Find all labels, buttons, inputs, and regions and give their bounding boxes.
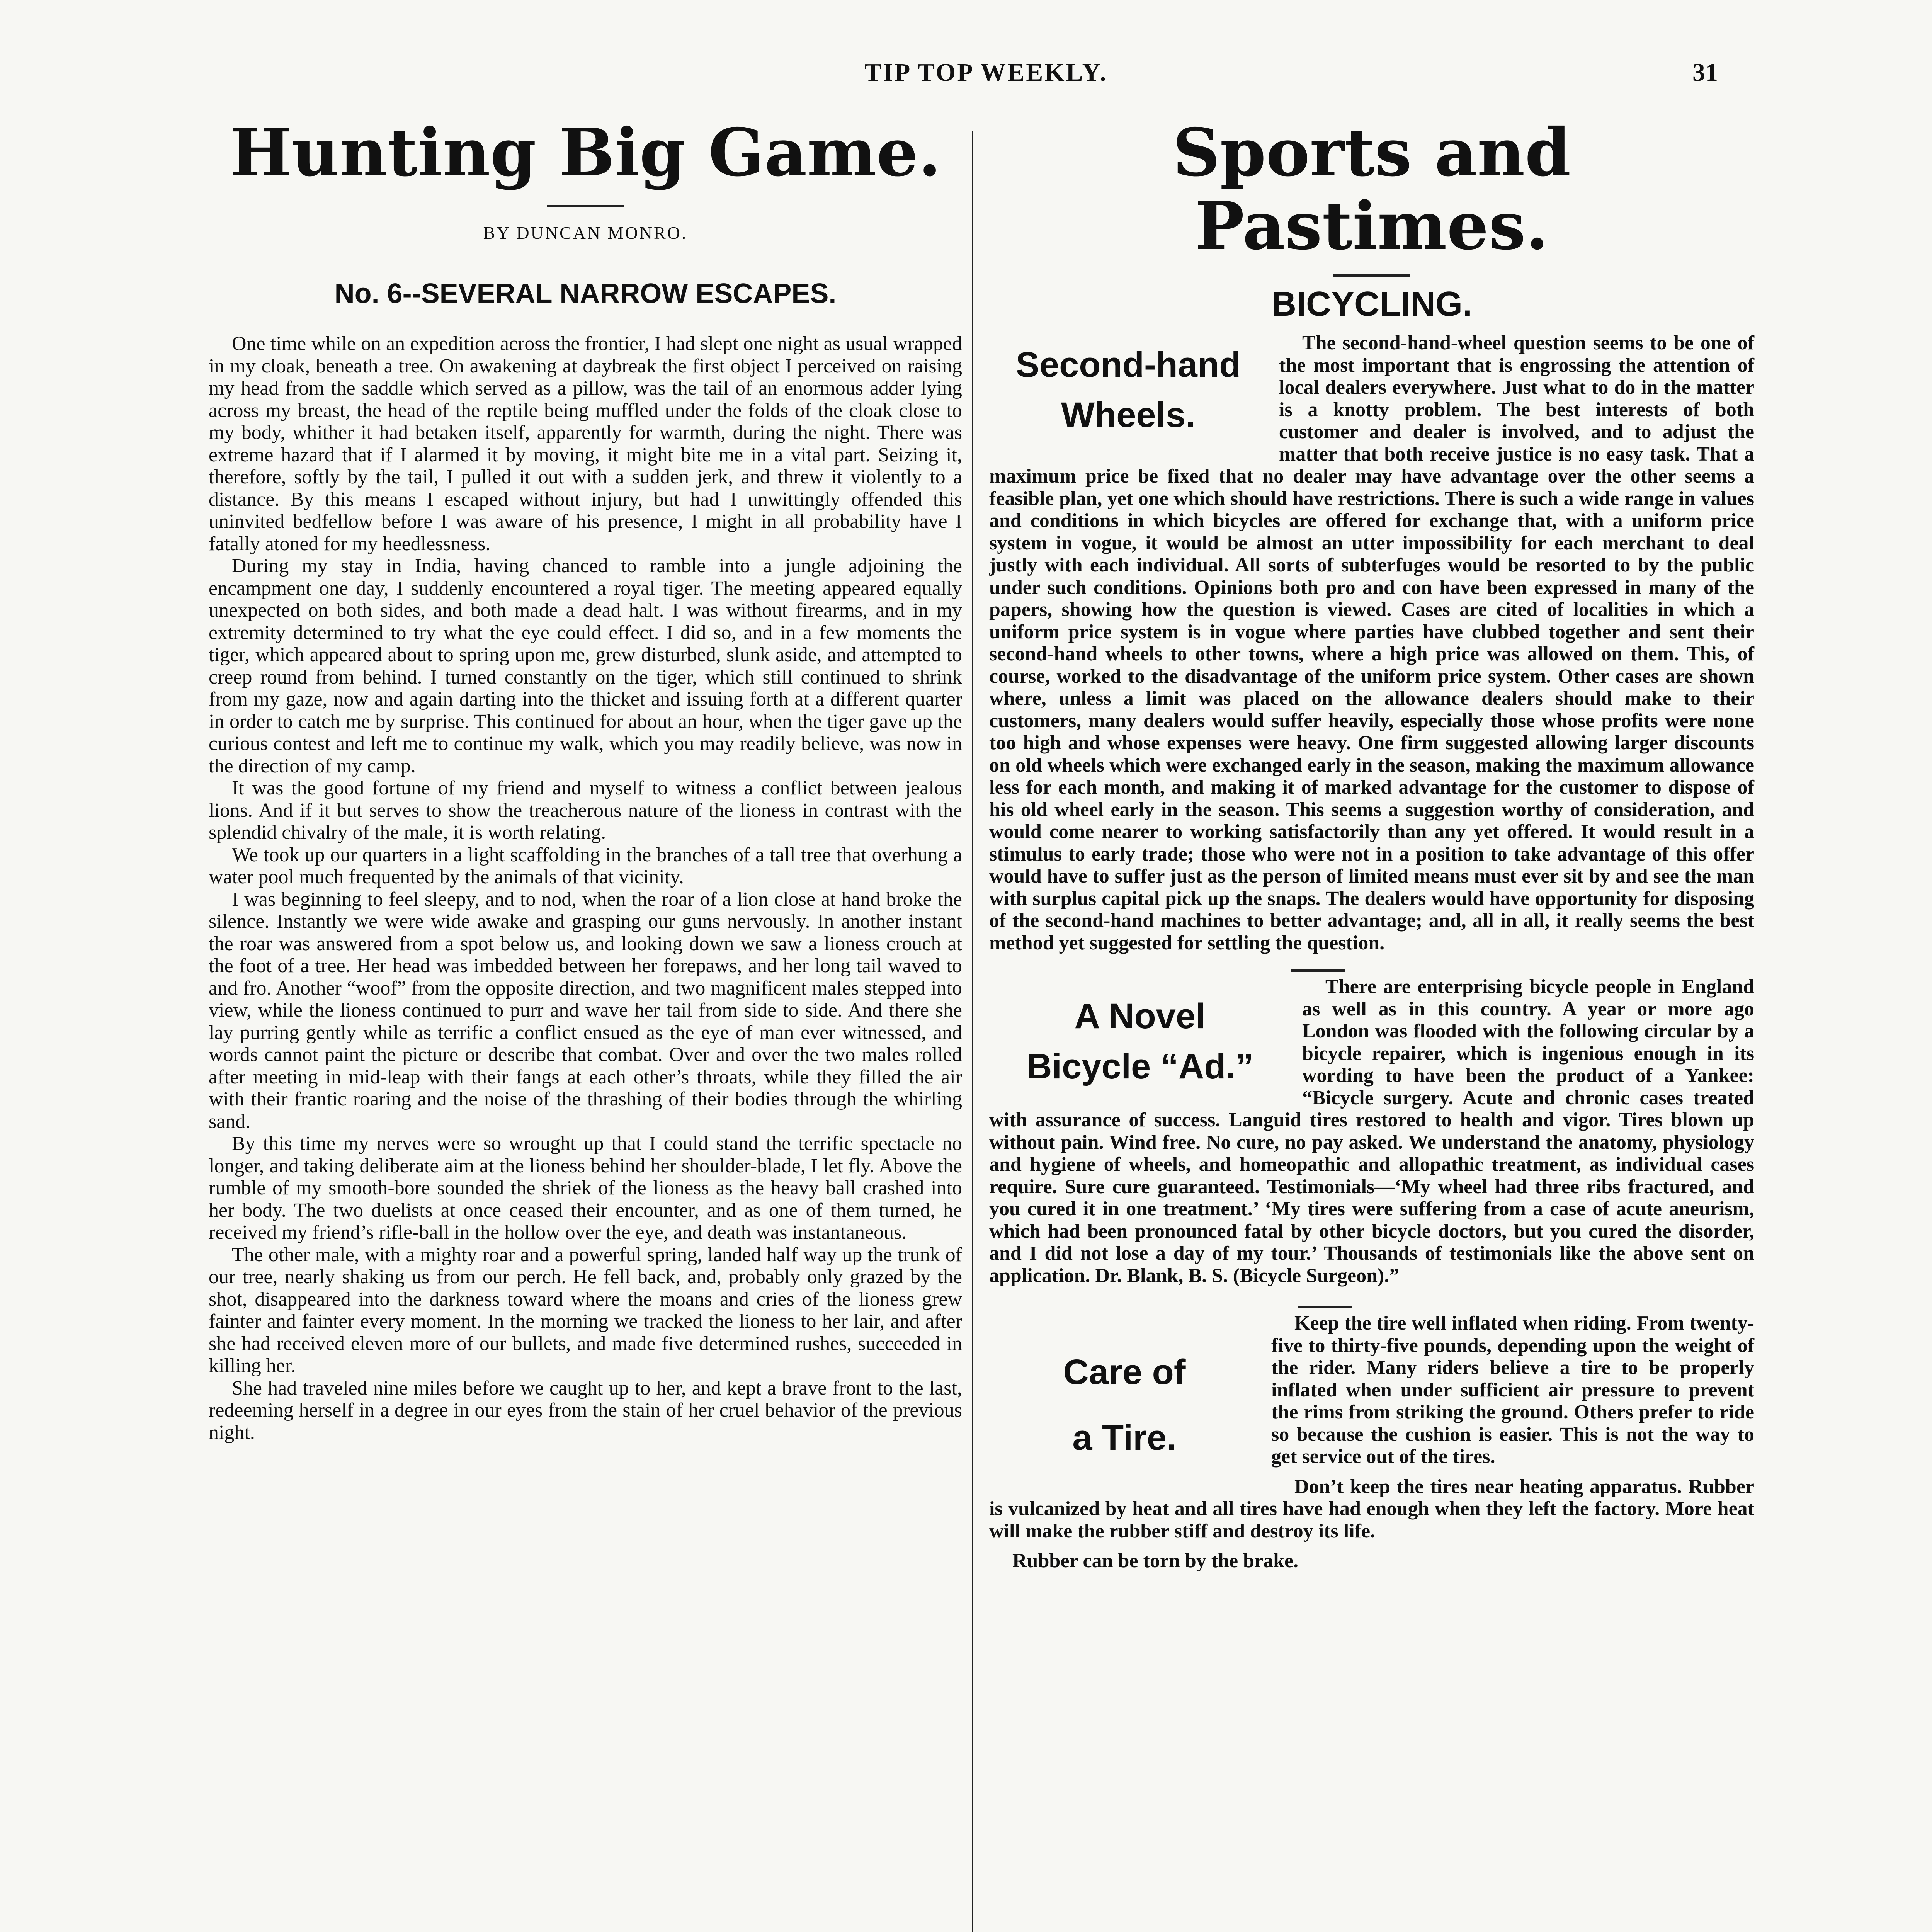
section-head-line: Wheels. bbox=[1061, 395, 1196, 435]
section-novel-bicycle-ad bbox=[989, 976, 1754, 1287]
magazine-header: TIP TOP WEEKLY. bbox=[864, 58, 1108, 87]
paragraph: By this time my nerves were so wrought up that I could stand the terrific spectacle no longer, and taking deliberate aim at the lioness behind her shoulder-blade, I let fly. Above the rumble of my smooth-bore sounded the shriek of the lioness as the heavy ball crashed into her body. The two duelists at once ceased their encounter, and as one of them turned, he received my friend’s rifle-ball in the hollow over the eye, and death was instantaneous. bbox=[209, 1133, 962, 1243]
column-divider bbox=[972, 131, 973, 1932]
paragraph: During my stay in India, having chanced to ramble into a jungle adjoining the encampment one day, I suddenly encountered a royal tiger. The meeting appeared equally unexpected on both sides, and both made a dead halt. I was without firearms, and in my extremity determined to try what the eye could effect. I did so, and in a few moments the tiger, which appeared about to spring upon me, grew disturbed, slunk aside, and attempted to creep round from behind. I turned constantly on the tiger, which still continued to shrink from my gaze, now and again darting into the thicket and issuing forth at a different quarter in order to catch me by surprise. This continued for about an hour, when the tiger gave up the curious contest and left me to continue my walk, which you may readily believe, was now in the direction of my camp. bbox=[209, 555, 962, 777]
paragraph: One time while on an expedition across the frontier, I had slept one night as usual wrapped in my cloak, beneath a tree. On awakening at daybreak the first object I perceived on raising my head from the saddle which served as a pillow, was the tail of an enormous adder lying across my breast, the head of the reptile being muffled under the folds of the cloak close to my body, whither it had betaken itself, apparently for warmth, during the night. There was extreme hazard that if I alarmed it by moving, it might bite me in a vital part. Seizing it, therefore, softly by the tail, I pulled it out with a sudden jerk, and threw it violently to a distance. By this means I escaped without injury, but had I unwittingly offended this uninvited bedfellow before I was aware of his presence, I might in all probability have I fatally atoned for my heedlessness. bbox=[209, 333, 962, 555]
right-title: Sports and Pastimes. bbox=[1172, 114, 1571, 265]
section-head-line: a Tire. bbox=[1072, 1418, 1177, 1458]
right-title-rule bbox=[1333, 274, 1410, 277]
paragraph: The second-hand-wheel question seems to be one of the most important that is engrossing the attention of local dealers everywhere. Just what to do in the matter is a knotty problem. The best interests of both customer and dealer is involved, and to adjust the matter that both receive justice is no easy task. That a maximum price be fixed that no dealer may have advantage over the other seems a feasible plan, yet one which should have restrictions. There is such a wide range in values and conditions in which bicycles are offered for exchange that, with a uniform price system in vogue, it would be almost an utter impossibility for each merchant to deal justly with each individual. All sorts of subterfuges would be resorted to by the public under such conditions. Opinions both pro and con have been expressed in many of the papers, showing how the question is viewed. Cases are cited of localities in which a uniform price system is in vogue where parties have clubbed together and sent their second-hand wheels to other towns, where a high price was allowed on them. This, of course, worked to the disadvantage of the uniform price system. Other cases are shown where, unless a limit was placed on the allowance dealers should make to their customers, many dealers would suffer heavily, especially those whose profits were none too high and whose expenses were heavy. One firm suggested allowing larger discounts on old wheels which were exchanged early in the season, making the maximum allowance less for each month, and making it of marked advantage for the customer to dispose of his old wheel early in the season. This seems a suggestion worthy of consideration, and would come nearer to working satisfactorily than any yet offered. It would result in a stimulus to early trade; those who were not in a position to take advantage of this offer would have to suffer just as the person of limited means must ever sit by and see the man with surplus capital pick up the snaps. The dealers would have opportunity for disposing of the second-hand machines to better advantage; and, all in all, it really seems the best method yet suggested for settling the question. bbox=[989, 332, 1754, 954]
section-head bbox=[989, 991, 1291, 1092]
page-number: 31 bbox=[1692, 58, 1718, 87]
left-title-rule bbox=[547, 205, 624, 207]
article-body bbox=[209, 333, 962, 1444]
paragraph: Don’t keep the tires near heating apparatus. Rubber is vulcanized by heat and all tires have had enough when they left the factory. More heat will make the rubber stiff and destroy its life. bbox=[989, 1475, 1754, 1542]
paragraph: Keep the tire well inflated when riding. From twenty-five to thirty-five pounds, depending upon the weight of the rider. Many riders believe a tire to be properly inflated when under sufficient air pressure to prevent the rims from striking the ground. Others prefer to ride so because the cushion is easier. This is not the way to get service out of the tires. bbox=[1271, 1312, 1754, 1468]
right-column bbox=[989, 116, 1754, 1572]
paragraph: I was beginning to feel sleepy, and to nod, when the roar of a lion close at hand broke the silence. Instantly we were wide awake and grasping our guns nervously. In another instant the roar was answered from a spot below us, and looking down we saw a lioness crouch at the foot of a tree. Her head was imbedded between her forepaws, and her long tail waved to and fro. Another “woof” from the opposite direction, and two magnificent males stepped into view, while the lioness continued to purr and wave her tail from side to side. And there she lay purring gently while as terrific a conflict ensued as the eye of man ever witnessed, and words cannot paint the picture or describe that combat. Over and over the two males rolled after meeting in mid-leap with their fangs at each other’s throats, while they filled the air with their frantic roaring and the noise of the thrashing of their bodies through the whirling sand. bbox=[209, 888, 962, 1133]
paragraph: It was the good fortune of my friend and myself to witness a conflict between jealous lions. And if it but serves to show the treacherous nature of the lioness in contrast with the splendid chivalry of the male, it is worth relating. bbox=[209, 777, 962, 844]
section-second-hand-wheels bbox=[989, 332, 1754, 954]
paragraph: She had traveled nine miles before we caught up to her, and kept a brave front to the last, redeeming herself in a degree in our eyes from the stain of her cruel behavior of the previous night. bbox=[209, 1377, 962, 1444]
right-subhead: BICYCLING. bbox=[1271, 285, 1472, 323]
left-title: Hunting Big Game. bbox=[230, 114, 941, 191]
byline: BY DUNCAN MONRO. bbox=[483, 223, 688, 243]
section-head-line: A Novel bbox=[1074, 997, 1206, 1036]
section-head-line: Second-hand bbox=[1015, 345, 1241, 384]
section-head-line: Bicycle “Ad.” bbox=[1026, 1047, 1253, 1086]
section-head bbox=[989, 340, 1267, 440]
section-care-of-a-tire bbox=[989, 1312, 1754, 1572]
section-head-line: Care of bbox=[1063, 1352, 1186, 1392]
section-rule bbox=[1298, 1306, 1352, 1308]
left-subhead: No. 6--SEVERAL NARROW ESCAPES. bbox=[334, 278, 837, 309]
left-column bbox=[209, 116, 962, 1444]
section-rule bbox=[1291, 969, 1345, 972]
section-head bbox=[989, 1339, 1260, 1471]
paragraph: We took up our quarters in a light scaffolding in the branches of a tall tree that overhung a water pool much frequented by the animals of that vicinity. bbox=[209, 844, 962, 888]
paragraph: There are enterprising bicycle people in England as well as in this country. A year or more ago London was flooded with the following circular by a bicycle repairer, which is ingenious enough in its wording to have been the product of a Yankee: “Bicycle surgery. Acute and chronic cases treated with assurance of success. Languid tires restored to health and vigor. Tires blown up without pain. Wind free. No cure, no pay asked. We understand the anatomy, physiology and hygiene of wheels, and homeopathic and allopathic treatment, as individual cases require. Sure cure guaranteed. Testimonials—‘My wheel had three ribs fractured, and you cured it in one treatment.’ ‘My tires were suffering from a case of acute aneurism, which had been pronounced fatal by other bicycle doctors, but you cured the disorder, and I did not lose a day of my tour.’ Thousands of testimonials like the above sent on application. Dr. Blank, B. S. (Bicycle Surgeon).” bbox=[989, 976, 1754, 1287]
paragraph: Rubber can be torn by the brake. bbox=[1012, 1550, 1299, 1572]
paragraph: The other male, with a mighty roar and a powerful spring, landed half way up the trunk of our tree, nearly shaking us from our perch. He fell back, and, probably only grazed by the shot, disappeared into the darkness toward where the moans and cries of the lioness grew fainter and fainter every moment. In the morning we tracked the lioness to her lair, and after she had received eleven more of our bullets, and made five determined rushes, succeeded in killing her. bbox=[209, 1243, 962, 1377]
